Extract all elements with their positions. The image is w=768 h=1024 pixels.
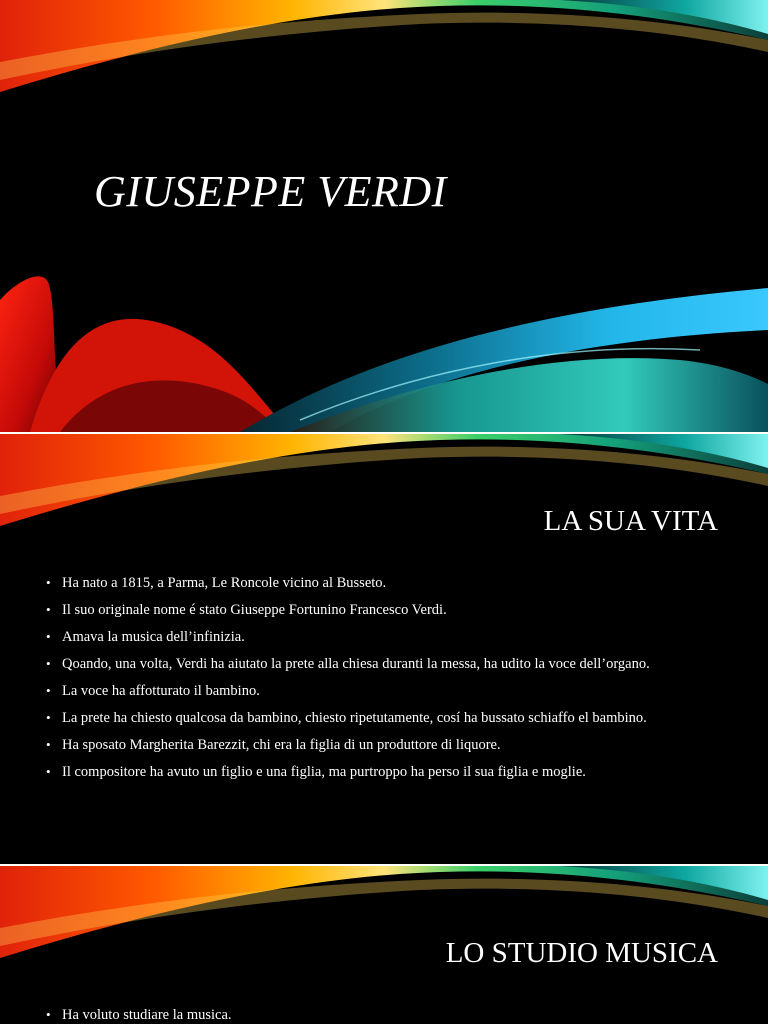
list-item: • Ha voluto studiare la musica. bbox=[46, 1006, 716, 1024]
slide-la-sua-vita bbox=[0, 434, 768, 864]
bullet-list bbox=[46, 1006, 716, 1024]
list-item: • Il suo originale nome é stato Giuseppe Fortunino Francesco Verdi. bbox=[46, 601, 716, 619]
slide-title-page bbox=[0, 0, 768, 432]
list-item: • Ha sposato Margherita Barezzit, chi era la figlia di un produttore di liquore. bbox=[46, 736, 716, 754]
slide-lo-studio-musica bbox=[0, 866, 768, 1024]
list-item: • Ha nato a 1815, a Parma, Le Roncole vicino al Busseto. bbox=[46, 574, 716, 592]
list-item: • Qoando, una volta, Verdi ha aiutato la prete alla chiesa duranti la messa, ha udito la voce dell’organo. bbox=[46, 655, 716, 673]
slide-heading: LO STUDIO MUSICA bbox=[445, 937, 718, 969]
list-item: • La prete ha chiesto qualcosa da bambino, chiesto ripetutamente, cosí ha bussato schiaffo el bambino. bbox=[46, 709, 716, 727]
page-title: GIUSEPPE VERDI bbox=[94, 167, 447, 216]
list-item: • Amava la musica dell’infinizia. bbox=[46, 628, 716, 646]
slide-heading: LA SUA VITA bbox=[543, 505, 718, 537]
list-item: • La voce ha affotturato il bambino. bbox=[46, 682, 716, 700]
bullet-list bbox=[46, 574, 716, 790]
list-item: • Il compositore ha avuto un figlio e una figlia, ma purtroppo ha perso il sua figlia e moglie. bbox=[46, 763, 716, 781]
